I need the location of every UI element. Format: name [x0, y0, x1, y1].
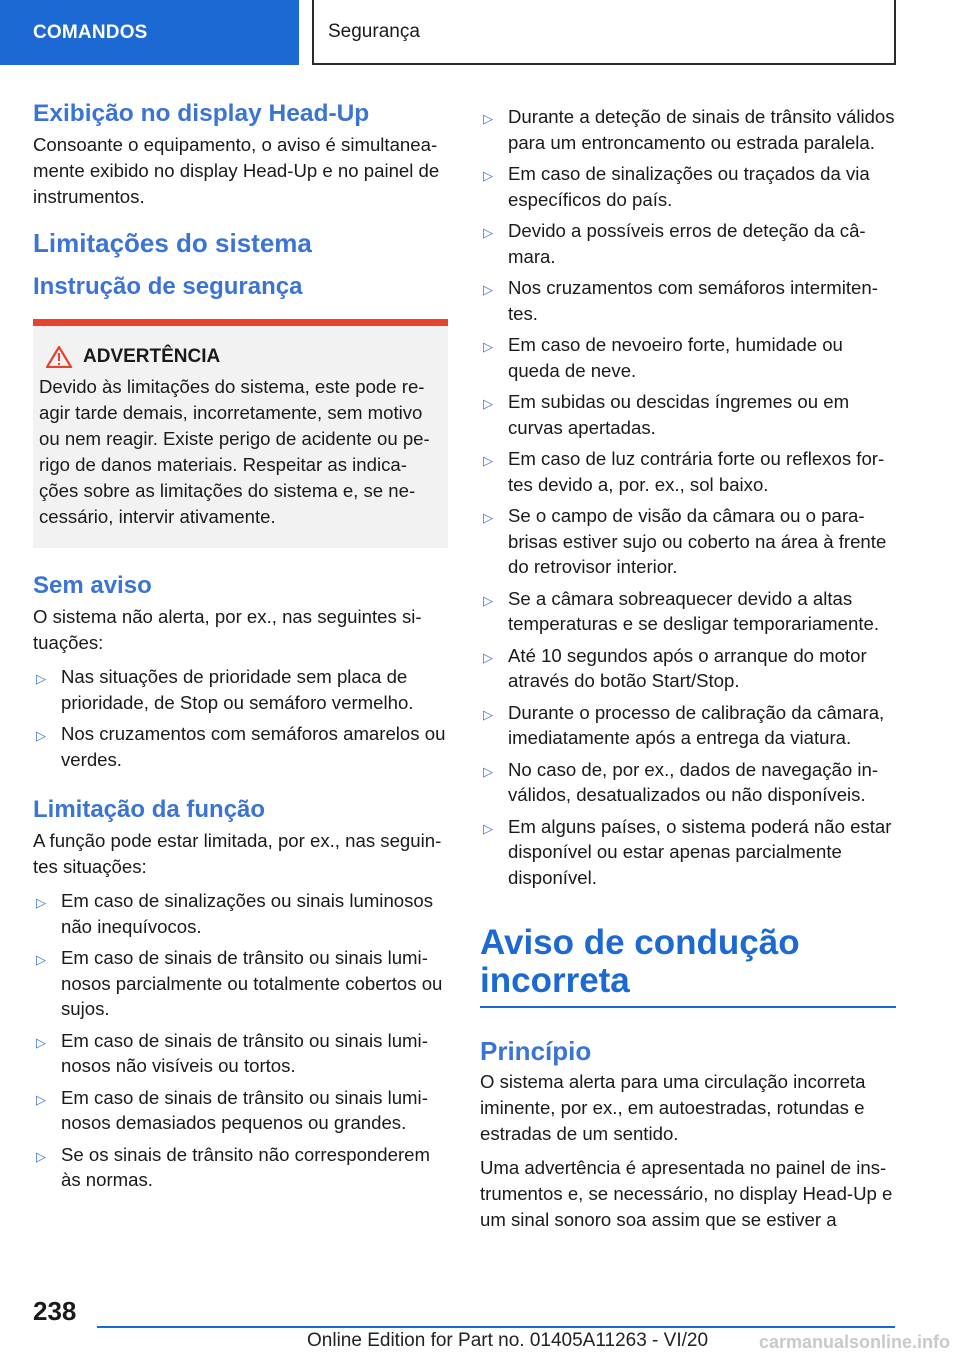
header-subsection-label: Segurança	[328, 20, 420, 42]
warning-body: Devido às limitações do sistema, este pode reagir tarde demais, incorretamente, sem motivo ou nem reagir. Existe perigo de acidente ou perigo de danos materiais. Respeitar as indicações sobre as limitações do sistema e, se necessário, intervir ativamente.	[39, 376, 430, 527]
footer-edition-text: Online Edition for Part no. 01405A11263 - VI/20	[307, 1330, 709, 1351]
list-item-text: Em caso de sinalizações ou sinais luminosos não inequívocos.	[61, 890, 434, 937]
list-item-text: Em caso de sinais de trânsito ou sinais luminosos parcialmente ou totalmente cobertos ou sujos.	[61, 947, 443, 1019]
paragraph-display-head-up: Consoante o equipamento, o aviso é simultaneamente exibido no display Head-Up e no painel de instrumentos.	[33, 134, 440, 207]
triangle-right-icon: ▷	[483, 339, 493, 354]
list-item	[33, 721, 448, 772]
list-item-text: Em caso de sinais de trânsito ou sinais luminosos não visíveis ou tortos.	[61, 1029, 428, 1076]
heading-system-limits: Limitações do sistema	[33, 228, 312, 258]
list-item-text: Nos cruzamentos com semáforos intermitentes.	[508, 277, 878, 324]
triangle-right-icon: ▷	[36, 728, 46, 743]
list-item	[480, 757, 896, 808]
triangle-right-icon: ▷	[483, 168, 493, 183]
warning-box	[33, 319, 448, 548]
list-item	[480, 218, 896, 269]
list-item	[480, 586, 896, 637]
header-section-tab	[0, 0, 299, 65]
list-item	[33, 1142, 448, 1193]
list-item	[33, 664, 448, 715]
triangle-right-icon: ▷	[483, 453, 493, 468]
heading-safety-instruction: Instrução de segurança	[33, 273, 303, 300]
list-item	[33, 1085, 448, 1136]
function-limits-list-continued	[480, 104, 896, 890]
page-number: 238	[33, 1296, 77, 1326]
warning-title	[39, 346, 438, 368]
left-column	[33, 100, 448, 1199]
triangle-right-icon: ▷	[483, 763, 493, 779]
list-item-text: Se os sinais de trânsito não corresponderem às normas.	[61, 1143, 430, 1190]
list-item	[480, 643, 896, 694]
paragraph-principle-2: Uma advertência é apresentada no painel de instrumentos e, se necessário, no display Head-Up e um sinal sonoro soa assim que se estiver a	[480, 1157, 893, 1230]
list-item-text: No caso de, por ex., dados de navegação inválidos, desatualizados ou não disponíveis.	[508, 758, 879, 805]
list-item	[480, 104, 896, 155]
header-subsection-box	[312, 0, 896, 65]
triangle-right-icon: ▷	[483, 592, 493, 608]
list-item-text: Se a câmara sobreaquecer devido a altas temperaturas e se desligar temporariamente.	[508, 587, 880, 634]
list-item-text: Em caso de sinalizações ou traçados da via específicos do país.	[508, 163, 870, 210]
list-item-text: Durante o processo de calibração da câmara, imediatamente após a entrega da viatura.	[508, 701, 885, 748]
list-item	[480, 814, 896, 891]
list-item-text: Nas situações de prioridade sem placa de prioridade, de Stop ou semáforo vermelho.	[61, 666, 414, 713]
function-limits-list	[33, 888, 448, 1193]
heading-display-head-up: Exibição no display Head-Up	[33, 100, 370, 127]
triangle-right-icon: ▷	[36, 1148, 46, 1164]
triangle-right-icon: ▷	[36, 1091, 46, 1107]
list-item-text: Durante a deteção de sinais de trânsito válidos para um entroncamento ou estrada paralela.	[508, 106, 895, 153]
list-item-text: Se o campo de visão da câmara ou o para-brisas estiver sujo ou coberto na área à frente do retrovisor interior.	[508, 505, 887, 577]
header-section-label: COMANDOS	[33, 21, 148, 43]
list-item	[33, 1028, 448, 1079]
triangle-right-icon: ▷	[483, 225, 493, 240]
list-item-text: Em caso de sinais de trânsito ou sinais luminosos demasiados pequenos ou grandes.	[61, 1086, 428, 1133]
list-item-text: Em caso de luz contrária forte ou reflexos fortes devido a, por. ex., sol baixo.	[508, 448, 885, 495]
list-item	[480, 446, 896, 497]
triangle-right-icon: ▷	[36, 1034, 46, 1050]
triangle-right-icon: ▷	[36, 952, 46, 967]
no-warning-list	[33, 664, 448, 772]
heading-wrong-way-warning: Aviso de condução incorreta	[480, 924, 896, 1008]
list-item	[33, 888, 448, 939]
list-item-text: Em caso de nevoeiro forte, humidade ou queda de neve.	[508, 334, 843, 381]
list-item	[33, 945, 448, 1022]
list-item	[480, 332, 896, 383]
right-column	[480, 100, 896, 1233]
triangle-right-icon: ▷	[483, 649, 493, 665]
list-item	[480, 503, 896, 580]
paragraph-function-limits: A função pode estar limitada, por ex., nas seguintes situações:	[33, 830, 442, 877]
heading-principle: Princípio	[480, 1036, 592, 1066]
watermark-logo: carmanualsonline.info	[758, 1332, 950, 1352]
list-item	[480, 161, 896, 212]
list-item-text: Em alguns países, o sistema poderá não estar disponível ou estar apenas parcialmente disponível.	[508, 815, 892, 888]
list-item-text: Nos cruzamentos com semáforos amarelos ou verdes.	[61, 723, 446, 770]
triangle-right-icon: ▷	[36, 895, 46, 910]
triangle-right-icon: ▷	[483, 396, 493, 411]
paragraph-no-warning: O sistema não alerta, por ex., nas seguintes situações:	[33, 606, 422, 653]
triangle-right-icon: ▷	[483, 706, 493, 722]
heading-no-warning: Sem aviso	[33, 572, 152, 599]
triangle-right-icon: ▷	[483, 282, 493, 297]
list-item	[480, 700, 896, 751]
list-item-text: Até 10 segundos após o arranque do motor através do botão Start/Stop.	[508, 644, 867, 691]
triangle-right-icon: ▷	[483, 820, 493, 836]
triangle-right-icon: ▷	[483, 111, 493, 126]
list-item	[480, 275, 896, 326]
list-item	[480, 389, 896, 440]
triangle-right-icon: ▷	[483, 510, 493, 525]
heading-function-limits: Limitação da função	[33, 796, 266, 823]
triangle-right-icon: ▷	[36, 671, 46, 686]
footer-divider	[97, 1326, 895, 1328]
warning-title-text: ADVERTÊNCIA	[83, 346, 221, 367]
list-item-text: Devido a possíveis erros de deteção da câmara.	[508, 220, 866, 267]
warning-triangle-icon	[39, 346, 79, 368]
paragraph-principle-1: O sistema alerta para uma circulação incorreta iminente, por ex., em autoestradas, rotundas e estradas de um sentido.	[480, 1071, 866, 1144]
list-item-text: Em subidas ou descidas íngremes ou em curvas apertadas.	[508, 391, 850, 438]
